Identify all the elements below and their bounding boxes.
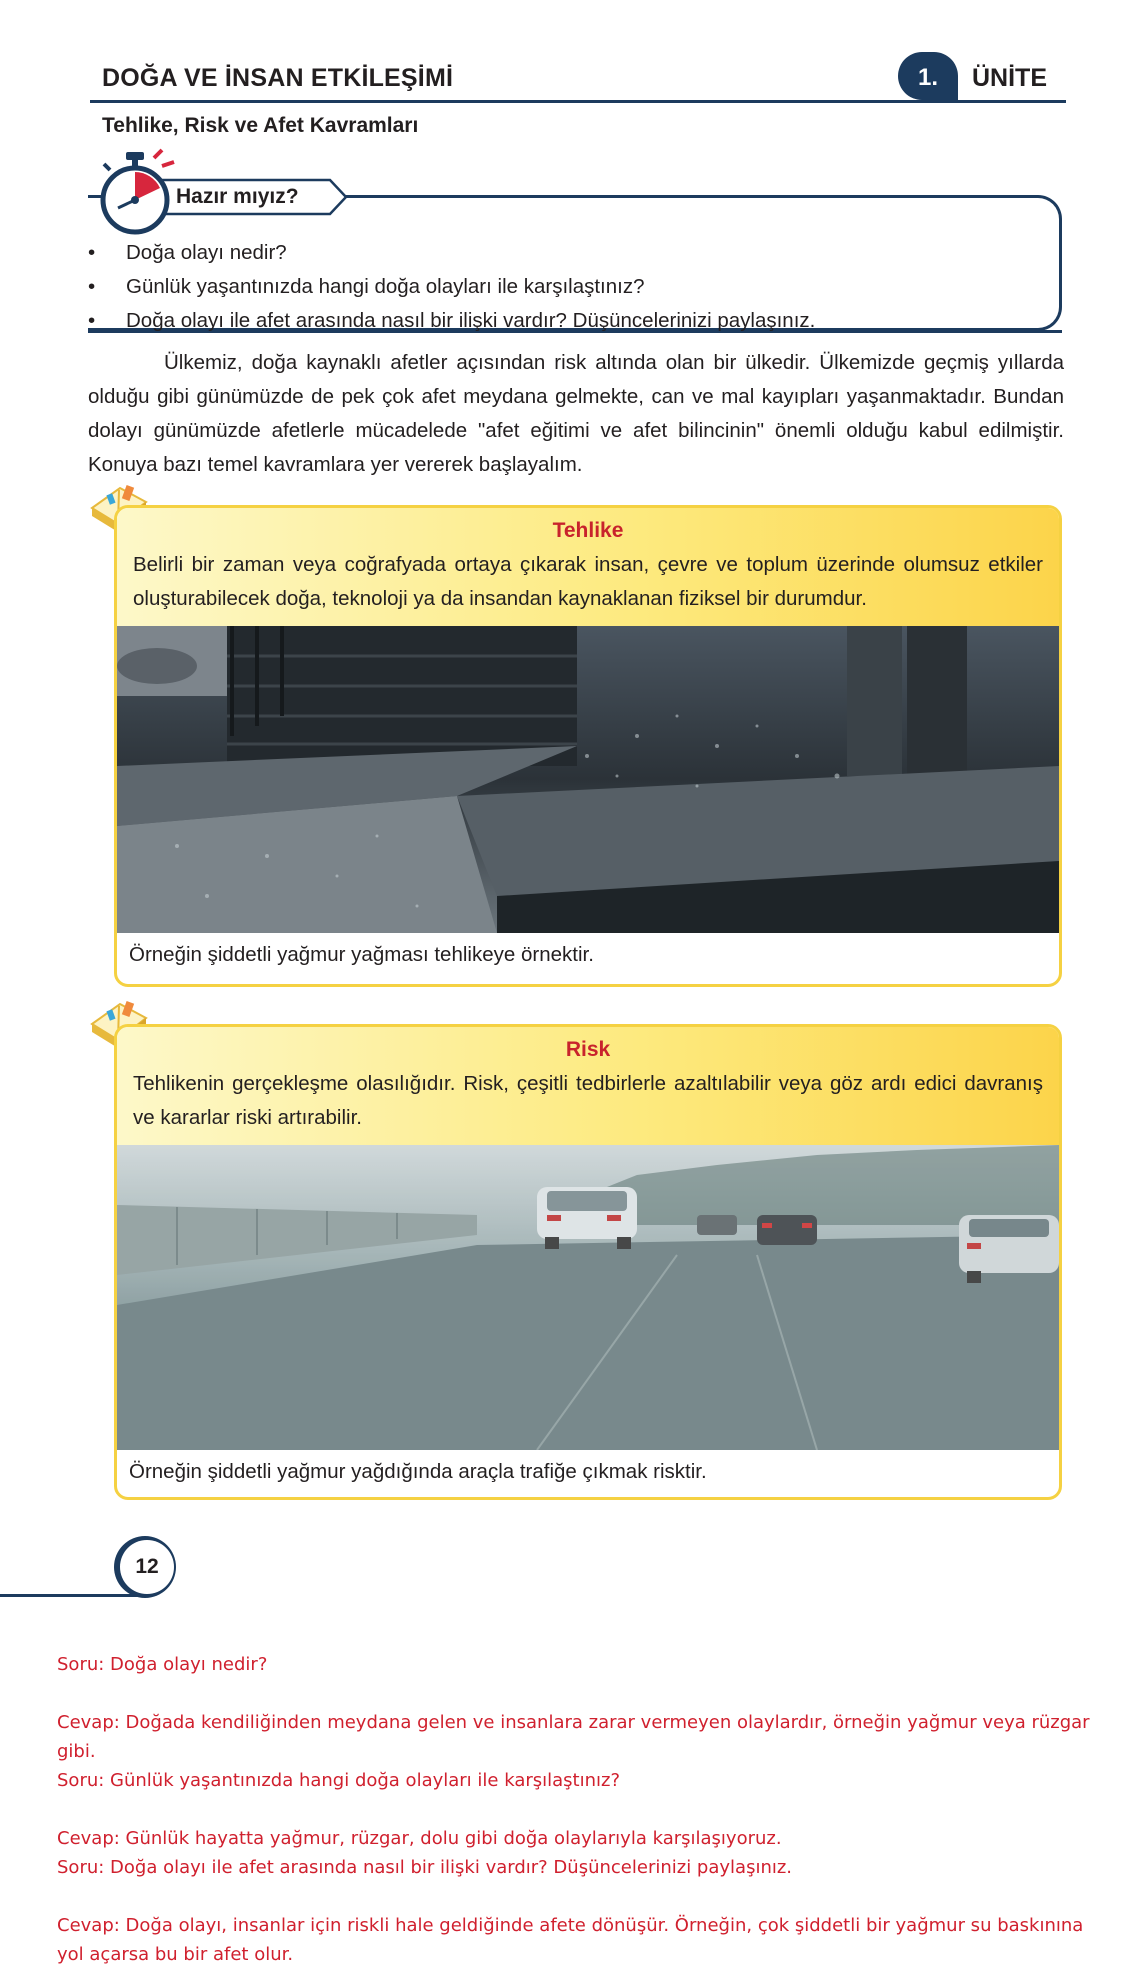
intro-paragraph: Ülkemiz, doğa kaynaklı afetler açısından risk altında olan bir ülkedir. Ülkemizde geçmiş yıllarda olduğu gibi günümüzde de pek çok afet meydana gelmekte, can ve mal kayıpları yaşanmaktadır. Bundan dolayı günümüzde afetlerle mücadelede "afet eğitimi ve afet bilincinin" önemli olduğu kabul edilmiştir. Konuya bazı temel kavramlara yer vererek başlayalım. — [88, 351, 1064, 476]
page-number: 12 — [120, 1540, 174, 1594]
qa-section — [57, 1650, 1097, 1969]
unit-title: DOĞA VE İNSAN ETKİLEŞİMİ — [102, 64, 454, 92]
page-number-rule — [0, 1594, 140, 1597]
photo-cars-in-rain — [117, 1145, 1059, 1450]
qa-question: Soru: Günlük yaşantınızda hangi doğa olayları ile karşılaştınız? — [57, 1770, 621, 1791]
concept-card-risk — [114, 1024, 1062, 1500]
card-definition: Belirli bir zaman veya coğrafyada ortaya çıkarak insan, çevre ve toplum üzerinde olumsuz etkiler oluşturabilecek doğa, teknoloji ya da insandan kaynaklanan fiziksel bir durumdur. — [133, 553, 1043, 610]
card-header — [117, 1027, 1059, 1145]
qa-answer: Cevap: Doğada kendiliğinden meydana gelen ve insanlara zarar vermeyen olaylardır, örneğin yağmur veya rüzgar gibi. — [57, 1712, 1090, 1762]
stopwatch-icon — [96, 148, 178, 236]
card-title: Risk — [565, 1038, 611, 1061]
qa-answer: Cevap: Doğa olayı, insanlar için riskli hale geldiğinde afete dönüşür. Örneğin, çok şiddetli bir yağmur su baskınına yol açarsa bu bir afet olur. — [57, 1915, 1084, 1965]
card-caption: Örneğin şiddetli yağmur yağdığında araçla trafiğe çıkmak risktir. — [129, 1460, 707, 1483]
unit-number: 1. — [917, 64, 938, 91]
photo-heavy-rain-stairs — [117, 626, 1059, 933]
card-header — [117, 508, 1059, 626]
card-definition: Tehlikenin gerçekleşme olasılığıdır. Risk, çeşitli tedbirlerle azaltılabilir veya göz ardı edici davranış ve kararlar riski artırabilir. — [133, 1072, 1043, 1129]
qa-question: Soru: Doğa olayı ile afet arasında nasıl bir ilişki vardır? Düşüncelerinizi paylaşınız. — [57, 1857, 793, 1878]
ready-question: • Doğa olayı nedir? — [84, 236, 815, 270]
ready-tag: Hazır mıyız? — [176, 185, 299, 208]
qa-question: Soru: Doğa olayı nedir? — [57, 1654, 268, 1675]
qa-answer: Cevap: Günlük hayatta yağmur, rüzgar, dolu gibi doğa olaylarıyla karşılaşıyoruz. — [57, 1828, 782, 1849]
ready-questions — [84, 236, 815, 338]
concept-card-hazard — [114, 505, 1062, 987]
unit-label: ÜNİTE — [972, 64, 1047, 92]
unit-badge — [888, 52, 1066, 102]
ready-question: • Günlük yaşantınızda hangi doğa olayları ile karşılaştınız? — [84, 270, 815, 304]
ready-question: • Doğa olayı ile afet arasında nasıl bir ilişki vardır? Düşüncelerinizi paylaşınız. — [84, 304, 815, 338]
card-title: Tehlike — [552, 519, 624, 542]
card-caption: Örneğin şiddetli yağmur yağması tehlikeye örnektir. — [129, 943, 594, 966]
section-subtitle: Tehlike, Risk ve Afet Kavramları — [102, 114, 419, 137]
